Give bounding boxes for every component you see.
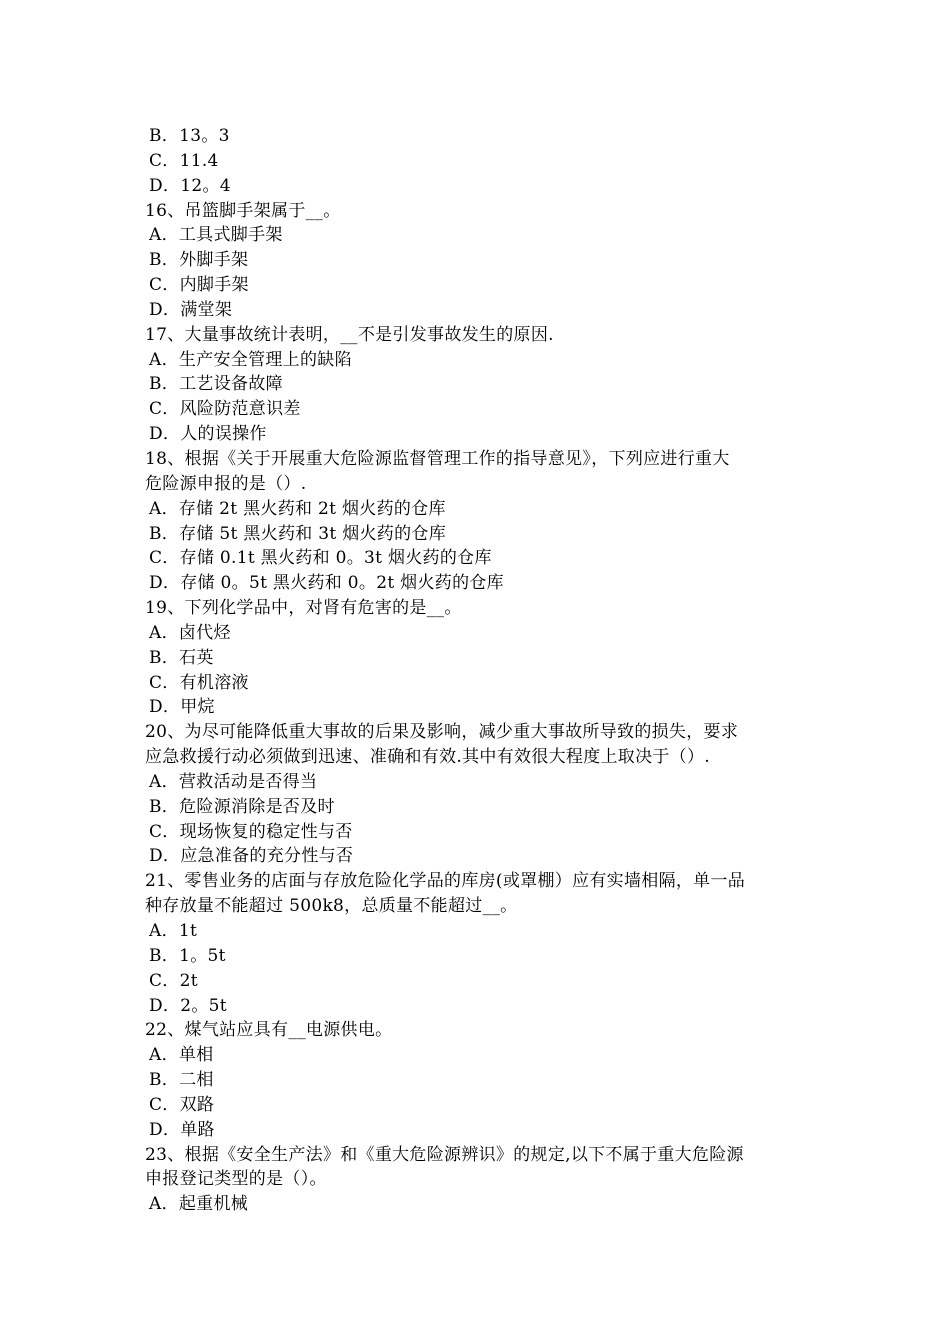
answer-option-line: B．二相 [149,1070,214,1091]
question-text-line: 23、根据《安全生产法》和《重大危险源辨识》的规定,以下不属于重大危险源 [145,1144,744,1165]
question-text-line: 19、下列化学品中，对肾有危害的是__。 [145,598,462,619]
answer-option-line: D．存储 0。5t 黑火药和 0。2t 烟火药的仓库 [149,573,504,594]
answer-option-line: D．人的误操作 [149,424,267,445]
answer-option-line: A．营救活动是否得当 [149,771,318,792]
answer-option-line: A．存储 2t 黑火药和 2t 烟火药的仓库 [149,498,446,519]
question-text-line: 20、为尽可能降低重大事故的后果及影响，减少重大事故所导致的损失，要求 [145,722,739,743]
question-text-line: 申报登记类型的是（）。 [145,1169,327,1190]
question-text-line: 应急救援行动必须做到迅速、准确和有效.其中有效很大程度上取决于（）. [145,747,711,768]
answer-option-line: D．应急准备的充分性与否 [149,846,354,867]
answer-option-line: C．有机溶液 [149,672,249,693]
answer-option-line: C．风险防范意识差 [149,399,301,420]
answer-option-line: C．存储 0.1t 黑火药和 0。3t 烟火药的仓库 [149,548,492,569]
question-text-line: 种存放量不能超过 500k8，总质量不能超过__。 [145,896,518,917]
answer-option-line: D．12。4 [149,175,231,196]
answer-option-line: C．现场恢复的稳定性与否 [149,821,353,842]
answer-option-line: C．11.4 [149,150,219,171]
answer-option-line: D．2。5t [149,995,227,1016]
answer-option-line: C．内脚手架 [149,275,249,296]
answer-option-line: A．工具式脚手架 [149,225,283,246]
question-text-line: 17、大量事故统计表明，__不是引发事故发生的原因. [145,324,554,345]
question-text-line: 危险源申报的是（）. [145,473,307,494]
answer-option-line: B．危险源消除是否及时 [149,796,335,817]
question-text-line: 18、根据《关于开展重大危险源监督管理工作的指导意见》，下列应进行重大 [145,448,730,469]
answer-option-line: B．外脚手架 [149,250,249,271]
answer-option-line: B．工艺设备故障 [149,374,283,395]
answer-option-line: A．起重机械 [149,1194,249,1215]
answer-option-line: A．单相 [149,1045,214,1066]
answer-option-line: D．单路 [149,1119,215,1140]
answer-option-line: A．生产安全管理上的缺陷 [149,349,352,370]
document-body [145,124,810,1217]
answer-option-line: D．甲烷 [149,697,215,718]
answer-option-line: B．存储 5t 黑火药和 3t 烟火药的仓库 [149,523,447,544]
answer-option-line: A．1t [149,921,198,941]
answer-option-line: C．2t [149,970,198,991]
answer-option-line: B．石英 [149,647,214,668]
question-text-line: 22、煤气站应具有__电源供电。 [145,1020,393,1041]
answer-option-line: B．13。3 [149,126,230,146]
answer-option-line: C．双路 [149,1094,215,1115]
answer-option-line: D．满堂架 [149,299,233,320]
answer-option-line: A．卤代烃 [149,622,231,643]
question-text-line: 16、吊篮脚手架属于__。 [145,200,341,221]
question-text-line: 21、零售业务的店面与存放危险化学品的库房(或罩棚）应有实墙相隔，单一品 [145,871,746,892]
answer-option-line: B．1。5t [149,945,226,966]
